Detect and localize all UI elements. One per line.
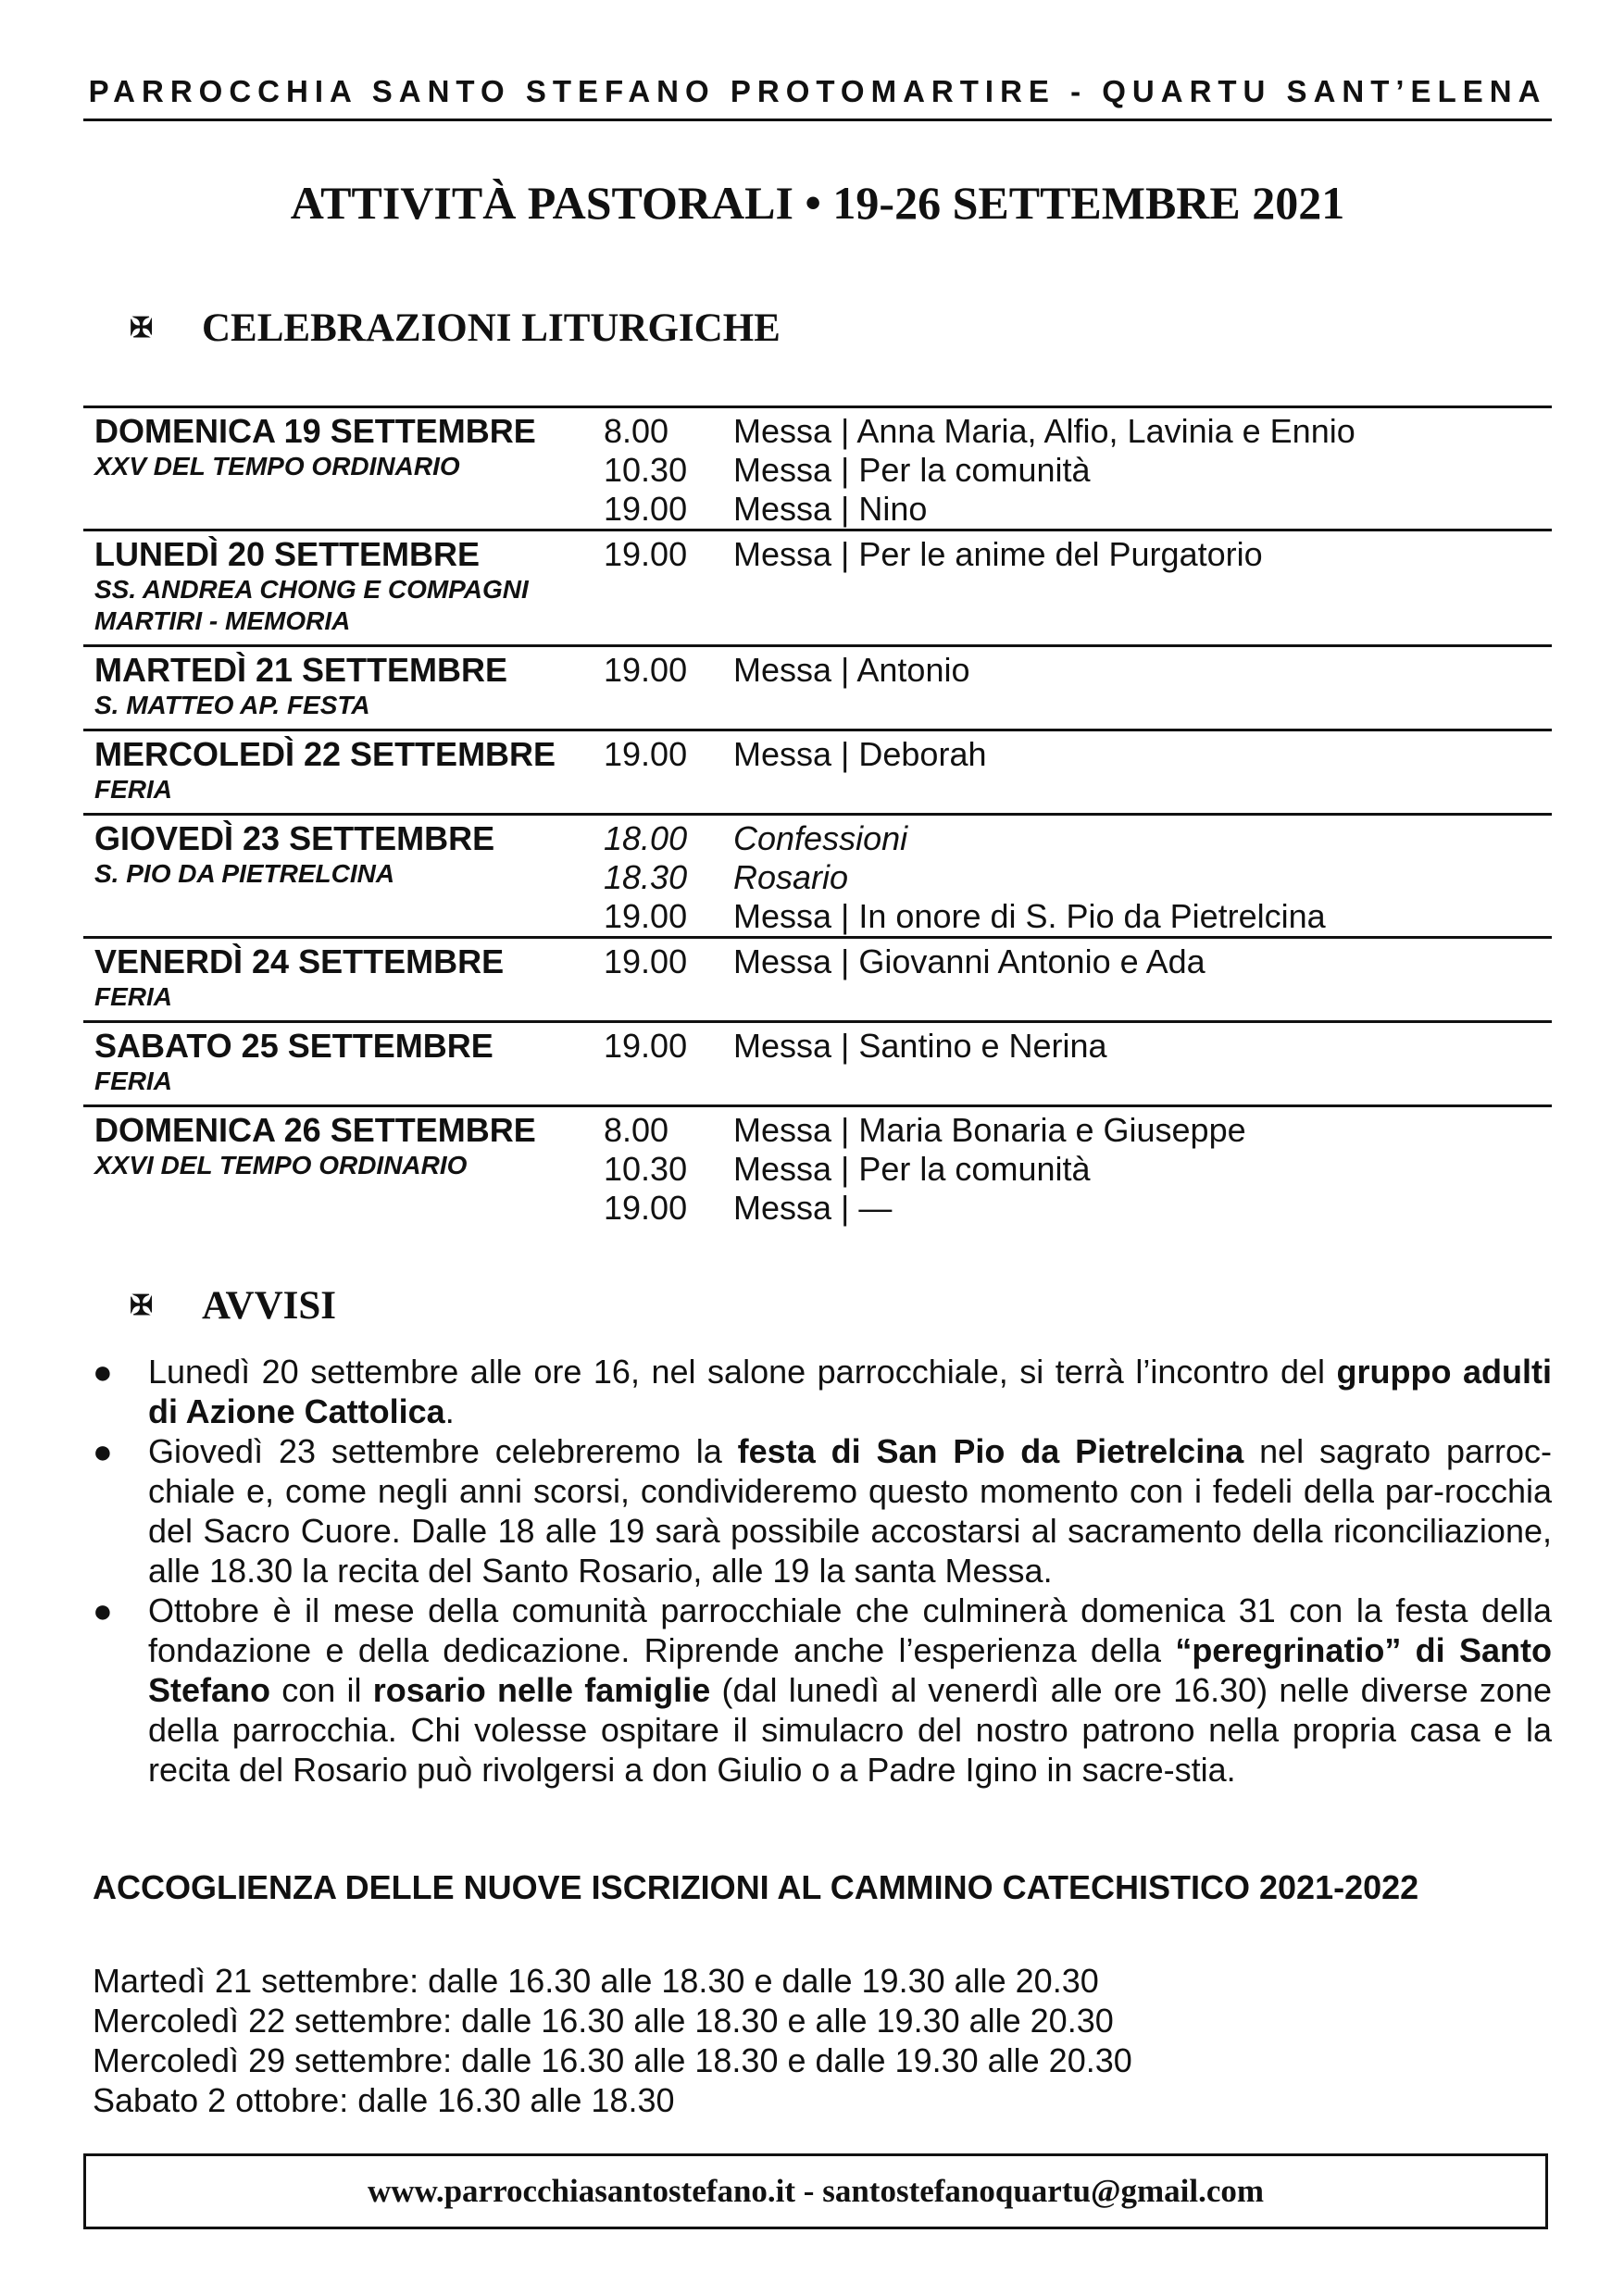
bullet-icon: ● — [93, 1353, 113, 1391]
times-cell — [604, 530, 733, 646]
catechism-schedule — [93, 1961, 1132, 2120]
catechism-title: ACCOGLIENZA DELLE NUOVE ISCRIZIONI AL CAMMINO CATECHISTICO 2021-2022 — [93, 1868, 1419, 1906]
event-time: 18.00 — [604, 819, 688, 857]
event-description: Messa | Giovanni Antonio e Ada — [733, 942, 1206, 980]
day-row — [83, 407, 1552, 530]
day-label-cell — [83, 815, 604, 938]
day-row — [83, 1106, 1552, 1229]
day-liturgical-note: XXV DEL TEMPO ORDINARIO — [94, 452, 460, 480]
events-cell — [733, 1106, 1552, 1229]
notice-text: Lunedì 20 settembre alle ore 16, nel salone parrocchiale, si terrà l’incontro del — [148, 1353, 1337, 1391]
notice-text: (dal lunedì al venerdì alle ore 16.30) nelle diverse zone della parrocchia. Chi volesse ospitare il simulacro del nostro patrono nella propria casa e la recita del Rosario può rivolgersi a don Giulio o a Padre Igino in sacre-stia. — [148, 1671, 1553, 1789]
event-time: 10.30 — [604, 1150, 688, 1188]
event-description: Rosario — [733, 858, 849, 896]
notice-item — [83, 1591, 1552, 1790]
notice-highlight: gruppo adulti di Azione Cattolica — [148, 1353, 1552, 1430]
section-notices-title: AVVISI — [202, 1284, 336, 1328]
event-time: 19.00 — [604, 942, 688, 980]
events-cell — [733, 815, 1552, 938]
event-description: Messa | Santino e Nerina — [733, 1027, 1107, 1065]
events-cell — [733, 646, 1552, 730]
celebrations-table — [83, 406, 1552, 1228]
parish-header: PARROCCHIA SANTO STEFANO PROTOMARTIRE - QUARTU SANT’ELENA — [88, 74, 1547, 108]
header-rule — [83, 119, 1552, 121]
day-row — [83, 815, 1552, 938]
event-description: Messa | Nino — [733, 490, 928, 528]
events-cell — [733, 407, 1552, 530]
event-description: Messa | — — [733, 1189, 893, 1227]
notice-highlight: festa di San Pio da Pietrelcina — [737, 1432, 1244, 1470]
event-description: Messa | Antonio — [733, 651, 970, 689]
day-row — [83, 938, 1552, 1022]
bullet-icon: ● — [93, 1591, 113, 1629]
event-time: 19.00 — [604, 1189, 688, 1227]
footer-contacts: www.parrocchiasantostefano.it - santostefanoquartu@gmail.com — [83, 2153, 1548, 2229]
event-time: 19.00 — [604, 490, 688, 528]
times-cell — [604, 1106, 733, 1229]
day-name: SABATO 25 SETTEMBRE — [94, 1027, 493, 1065]
times-cell — [604, 938, 733, 1022]
day-label-cell — [83, 938, 604, 1022]
page-title: ATTIVITÀ PASTORALI • 19-26 SETTEMBRE 2021 — [290, 177, 1345, 229]
day-liturgical-note: FERIA — [94, 982, 172, 1011]
event-time: 19.00 — [604, 1027, 688, 1065]
times-cell — [604, 407, 733, 530]
day-name: MARTEDÌ 21 SETTEMBRE — [94, 651, 508, 689]
times-cell — [604, 1022, 733, 1106]
notices-list — [83, 1352, 1552, 1790]
catechism-line: Martedì 21 settembre: dalle 16.30 alle 18.30 e dalle 19.30 alle 20.30 — [93, 1962, 1099, 2000]
event-time: 8.00 — [604, 1111, 669, 1149]
day-label-cell — [83, 1106, 604, 1229]
times-cell — [604, 815, 733, 938]
notice-item — [83, 1352, 1552, 1431]
day-name: MERCOLEDÌ 22 SETTEMBRE — [94, 735, 556, 773]
day-liturgical-note: XXVI DEL TEMPO ORDINARIO — [94, 1151, 468, 1179]
day-liturgical-note: MARTIRI - MEMORIA — [94, 606, 351, 635]
day-label-cell — [83, 1022, 604, 1106]
catechism-line: Mercoledì 29 settembre: dalle 16.30 alle 18.30 e dalle 19.30 alle 20.30 — [93, 2041, 1132, 2079]
events-cell — [733, 938, 1552, 1022]
day-name: DOMENICA 26 SETTEMBRE — [94, 1111, 536, 1149]
notice-text: con il — [270, 1671, 373, 1709]
day-row — [83, 530, 1552, 646]
events-cell — [733, 530, 1552, 646]
section-celebrations-heading — [130, 306, 781, 351]
event-time: 18.30 — [604, 858, 688, 896]
cross-star-icon: ✠ — [130, 1291, 154, 1321]
notice-highlight: “peregrinatio” di Santo Stefano — [148, 1631, 1552, 1709]
times-cell — [604, 730, 733, 815]
event-description: Messa | Per la comunità — [733, 451, 1091, 489]
event-time: 19.00 — [604, 735, 688, 773]
event-time: 19.00 — [604, 535, 688, 573]
event-description: Messa | Per le anime del Purgatorio — [733, 535, 1263, 573]
event-time: 19.00 — [604, 651, 688, 689]
notice-text: nel sagrato parroc-chiale e, come negli anni scorsi, condivideremo questo momento con i fedeli della par-rocchia del Sacro Cuore. Dalle 18 alle 19 sarà possibile accostarsi al sacramento della riconciliazione, alle 18.30 la recita del Santo Rosario, alle 19 la santa Messa. — [148, 1432, 1552, 1590]
day-liturgical-note: FERIA — [94, 1067, 172, 1095]
day-label-cell — [83, 407, 604, 530]
times-cell — [604, 646, 733, 730]
bullet-icon: ● — [93, 1432, 113, 1470]
day-liturgical-note: SS. ANDREA CHONG E COMPAGNI — [94, 575, 529, 604]
event-description: Messa | Deborah — [733, 735, 987, 773]
day-name: VENERDÌ 24 SETTEMBRE — [94, 942, 505, 980]
section-celebrations-title: CELEBRAZIONI LITURGICHE — [202, 306, 781, 350]
catechism-line: Mercoledì 22 settembre: dalle 16.30 alle 18.30 e alle 19.30 alle 20.30 — [93, 2002, 1114, 2040]
notice-text: . — [444, 1392, 455, 1430]
event-description: Messa | Anna Maria, Alfio, Lavinia e Ennio — [733, 412, 1355, 450]
day-name: GIOVEDÌ 23 SETTEMBRE — [94, 819, 495, 857]
notice-text: Giovedì 23 settembre celebreremo la — [148, 1432, 738, 1470]
notice-highlight: rosario nelle famiglie — [372, 1671, 711, 1709]
day-liturgical-note: FERIA — [94, 775, 172, 804]
catechism-line: Sabato 2 ottobre: dalle 16.30 alle 18.30 — [93, 2081, 675, 2119]
day-label-cell — [83, 730, 604, 815]
cross-star-icon: ✠ — [130, 313, 154, 343]
event-time: 10.30 — [604, 451, 688, 489]
day-liturgical-note: S. MATTEO AP. FESTA — [94, 691, 370, 719]
event-description: Confessioni — [733, 819, 908, 857]
section-notices-heading — [130, 1283, 336, 1329]
event-time: 19.00 — [604, 897, 688, 935]
event-description: Messa | Maria Bonaria e Giuseppe — [733, 1111, 1246, 1149]
day-row — [83, 730, 1552, 815]
day-liturgical-note: S. PIO DA PIETRELCINA — [94, 859, 395, 888]
events-cell — [733, 1022, 1552, 1106]
events-cell — [733, 730, 1552, 815]
event-description: Messa | In onore di S. Pio da Pietrelcina — [733, 897, 1326, 935]
event-time: 8.00 — [604, 412, 669, 450]
day-row — [83, 1022, 1552, 1106]
day-row — [83, 646, 1552, 730]
notice-item — [83, 1431, 1552, 1591]
day-name: DOMENICA 19 SETTEMBRE — [94, 412, 536, 450]
event-description: Messa | Per la comunità — [733, 1150, 1091, 1188]
day-label-cell — [83, 646, 604, 730]
day-name: LUNEDÌ 20 SETTEMBRE — [94, 535, 481, 573]
day-label-cell — [83, 530, 604, 646]
notice-text: Ottobre è il mese della comunità parrocchiale che culminerà domenica 31 con la festa della fondazione e della dedicazione. Riprende anche l’esperienza della — [148, 1591, 1552, 1669]
